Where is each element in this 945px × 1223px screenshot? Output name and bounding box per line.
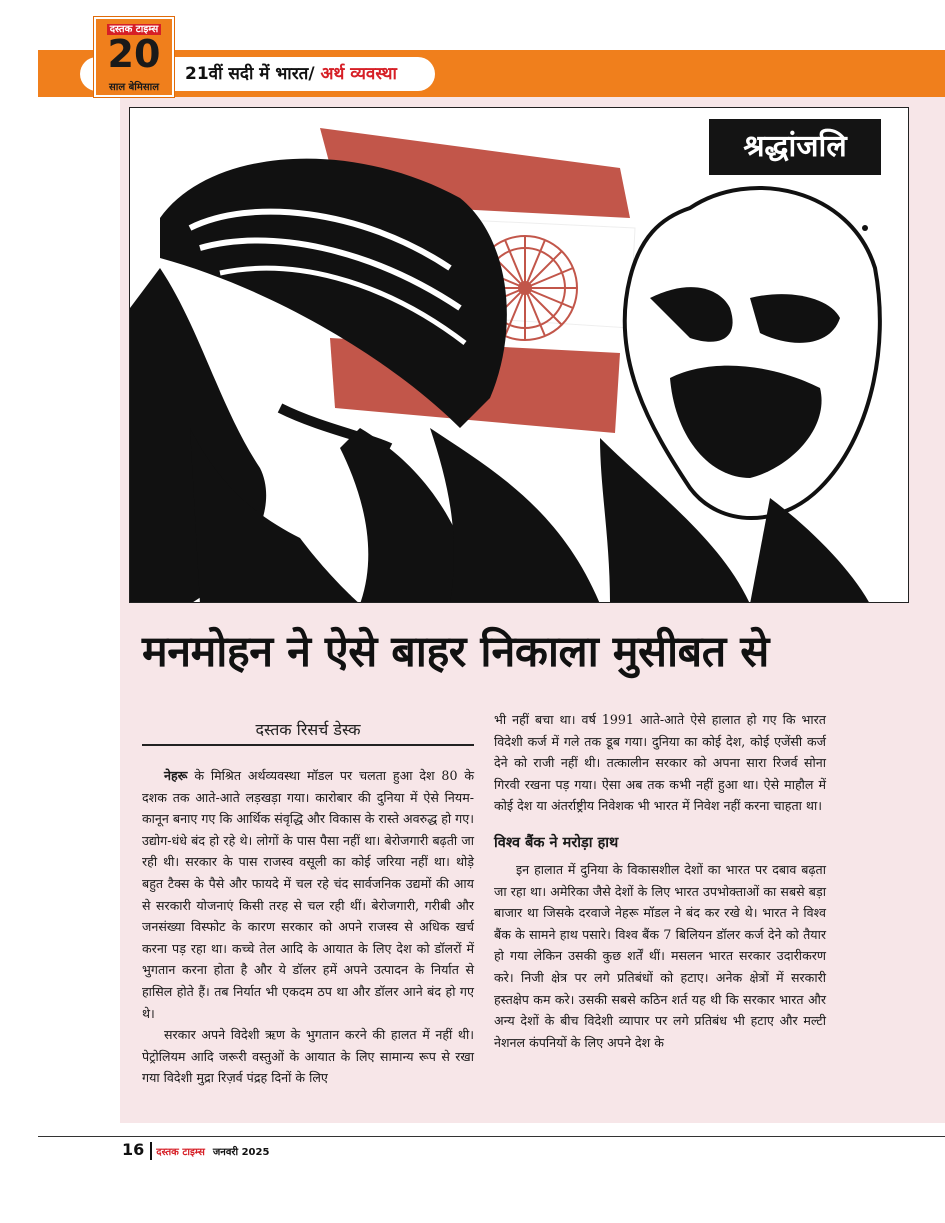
footer-brand: दस्तक टाइम्स bbox=[156, 1147, 205, 1158]
portrait-illustration bbox=[130, 108, 909, 603]
badge-caption: साल बेमिसाल bbox=[108, 82, 160, 93]
footer-rule bbox=[38, 1136, 945, 1137]
tribute-label: श्रद्धांजलि bbox=[709, 119, 881, 175]
article-headline: मनमोहन ने ऐसे बाहर निकाला मुसीबत से bbox=[142, 627, 769, 677]
article-paragraph: इन हालात में दुनिया के विकासशील देशों का भारत पर दबाव बढ़ता जा रहा था। अमेरिका जैसे देशों के लिए भारत उपभोक्ताओं का सबसे बड़ा बाजार था जिसके दरवाजे नेहरू मॉडल ने बंद कर रखे थे। भारत ने विश्व बैंक के सामने हाथ पसारे। विश्व बैंक 7 बिलियन डॉलर कर्ज देने को तैयार हो गया लेकिन उसकी कुछ शर्तें थीं। मसलन भारत सरकार उदारीकरण करे। निजी क्षेत्र पर लगे प्रतिबंधों को हटाए। अनेक क्षेत्रों में सरकारी हस्तक्षेप कम करे। उसकी सबसे कठिन शर्त यह थी कि सरकार भारत और अन्य देशों के बीच विदेशी व्यापार पर लगे प्रतिबंध भी हटाए और मल्टी नेशनल कंपनियों के लिए अपने देश के bbox=[494, 861, 826, 1050]
article-paragraph: नेहरू के मिश्रित अर्थव्यवस्था मॉडल पर चलता हुआ देश 80 के दशक तक आते-आते लड़खड़ा गया। कारोबार की दुनिया में ऐसे नियम-कानून बनाए गए कि आर्थिक संवृद्धि और विकास के रास्ते अवरुद्ध हो गए। उद्योग-धंधे बंद हो रहे थे। लोगों के पास पैसा नहीं था। बेरोजगारी बढ़ती जा रही थी। सरकार के पास राजस्व वसूली का कोई जरिया नहीं था। थोड़े बहुत टैक्स के पैसे और फायदे में चल रहे चंद सार्वजनिक उद्यमों की आय से सरकारी योजनाएं किसी तरह से चल रही थीं। बेरोजगारी, गरीबी और जनसंख्या विस्फोट के कारण सरकार को अपने राजस्व से अधिक खर्च करना पड़ रहा था। कच्चे तेल आदि के आयात के लिए देश को डॉलरों में भुगतान करना होता है और ये डॉलर हमें अपने उत्पादन के निर्यात से हासिल होते हैं। तब निर्यात भी एकदम ठप था और डॉलर आने बंद हो गए थे। bbox=[142, 768, 474, 1021]
footer-date: जनवरी 2025 bbox=[212, 1147, 270, 1158]
badge-number: 20 bbox=[107, 32, 161, 76]
article-paragraph: सरकार अपने विदेशी ऋण के भुगतान करने की हालत में नहीं थी। पेट्रोलियम आदि जरूरी वस्तुओं के आयात के लिए सामान्य रूप से रखा गया विदेशी मुद्रा रिज़र्व पंद्रह दिनों के लिए bbox=[142, 1027, 474, 1086]
section-title: 21वीं सदी में भारत/ अर्थ व्यवस्था bbox=[185, 64, 397, 84]
tribute-illustration bbox=[129, 107, 909, 603]
article-subhead: विश्व बैंक ने मरोड़ा हाथ bbox=[494, 834, 619, 851]
article-column-right bbox=[494, 709, 826, 1053]
lead-word: नेहरू bbox=[164, 768, 188, 783]
page-number: 16 bbox=[122, 1140, 145, 1159]
article-paragraph: भी नहीं बचा था। वर्ष 1991 आते-आते ऐसे हालात हो गए कि भारत विदेशी कर्ज में गले तक डूब गया। दुनिया का कोई देश, कोई एजेंसी कर्ज देने को राजी नहीं थी। तत्कालीन सरकार को अपना सारा रिजर्व सोना गिरवी रखना पड़ गया। ऐसा अब तक कभी नहीं हुआ था। ऐसे माहौल में कोई देश या अंतर्राष्ट्रीय निवेशक भी भारत में निवेश नहीं करना चाहता था। bbox=[494, 712, 826, 814]
footer-divider bbox=[150, 1142, 152, 1160]
article-column-left bbox=[142, 765, 474, 1089]
section-subtitle: अर्थ व्यवस्था bbox=[314, 64, 397, 84]
badge-brand: दस्तक टाइम्स bbox=[94, 21, 174, 35]
byline-rule bbox=[142, 744, 474, 746]
page-footer bbox=[122, 1140, 269, 1160]
anniversary-badge bbox=[93, 16, 175, 98]
article-byline: दस्तक रिसर्च डेस्क bbox=[255, 720, 361, 739]
